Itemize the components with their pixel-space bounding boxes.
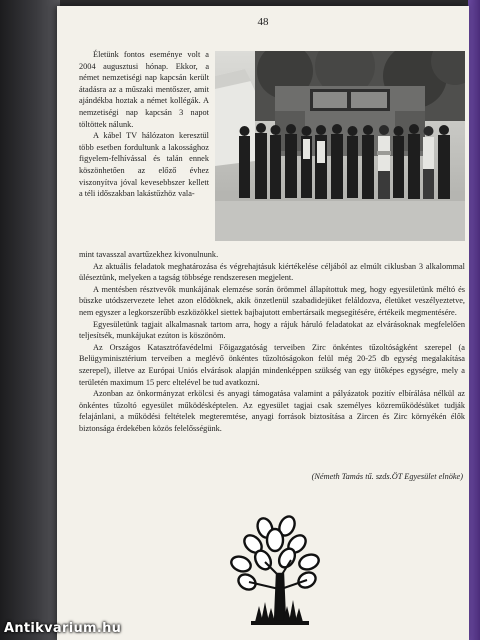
page-number: 48 (257, 16, 269, 28)
book-edge-right (468, 0, 480, 640)
main-text-column (79, 249, 465, 435)
book-page (57, 6, 469, 640)
narrow-text-column (79, 49, 209, 200)
paragraph: Az Országos Katasztrófavédelmi Főigazgatóság terveiben Zirc önkéntes tűzoltóságként szerepel (a Belügyminisztérium terveiben a meglévő önkéntes tűzoltóságokon felül még 20-25 db egység megalakítása szerepel), illetve az Európai Uniós elvárások alapján mindenképpen szükség van egy ütőképes egységre, mely a területén maximum 15 perc eltelével be tud avatkozni. (79, 342, 465, 387)
paragraph: Életünk fontos eseménye volt a 2004 augusztusi hónap. Ekkor, a német nemzetiségi nap kapcsán került átadásra az a műszaki mentőszer, amit ajándékba hoztak a német kollégák. A nemzetiségi nap kapcsán 3 napot töltöttek nálunk. (79, 50, 209, 129)
group-photo-fire-truck (215, 51, 465, 241)
paragraph: mint tavasszal avartűzekhez kivonulnunk. (79, 250, 219, 259)
paragraph: A kábel TV hálózaton keresztül több esetben fordultunk a lakossághoz figyelem-felhívással és talán ennek köszönhetően az előző évhez viszonyítva jóval kevesebbszer kellett a téli időszakban lakástűzhöz vala- (79, 131, 209, 199)
paragraph: Egyesületünk tagjait alkalmasnak tartom arra, hogy a rájuk háruló feladatokat az elvárásoknak megfelelően teljesítsék, munkájukat ezúton is köszönöm. (79, 319, 465, 341)
paragraph: A mentésben résztvevők munkájának elemzése során örömmel állapítottuk meg, hogy egyesületünk méltó és büszke utódszervezete lehet azon elődöknek, akik önzetlenül szabadidejüket feláldozva, életüket veszélyeztetve, nem egyszer a legkorszerűbb eszközökkel siettek bajbajutott embertársaik megsegítésére, értékeik megmentésére. (79, 284, 465, 317)
paragraph: Azonban az önkormányzat erkölcsi és anyagi támogatása valamint a pályázatok pozitív elbírálása nélkül az önkéntes tűzoltó egyesület működésképtelen. Az egyesület tagjai csak személyes közreműködésüket tudják felajánlani, a működési feltételek megteremtése, anyagi források biztosítása a Zircen és Zirc környékén élők biztonsága érdekében közös felelősségünk. (79, 389, 465, 433)
paragraph: Az aktuális feladatok meghatározása és végrehajtásuk kiértékelése céljából az elmúlt ciklusban 3 alkalommal üléseztünk, melyeken a tagság többsége rendszeresen megjelent. (79, 261, 465, 283)
tree-illustration (225, 514, 335, 634)
signature-line: (Németh Tamás tű. szds.ÖT Egyesület elnöke) (311, 472, 463, 481)
watermark-logo: Antikvarium.hu (4, 621, 122, 636)
book-binding-left (0, 0, 60, 640)
